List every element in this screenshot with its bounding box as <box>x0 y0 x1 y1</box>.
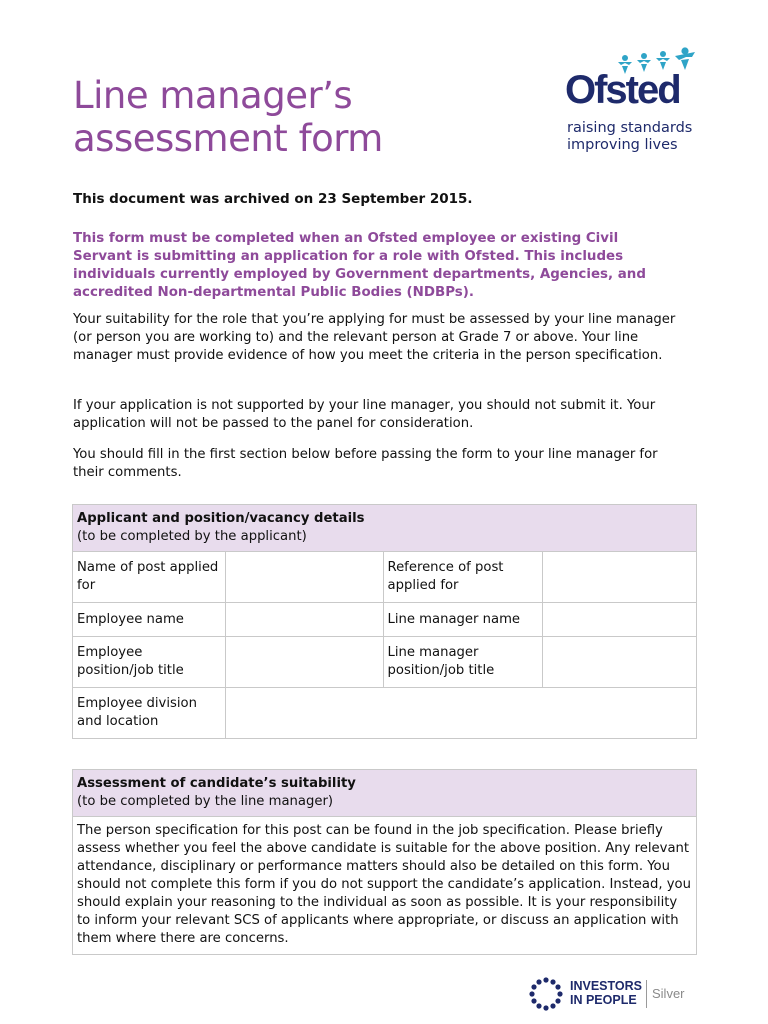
table-row <box>73 637 697 688</box>
logo-tagline-1: raising standards <box>567 120 693 136</box>
paragraph-fill-first: You should fill in the first section below before passing the form to your line manager for their comments. <box>73 447 658 480</box>
label-name-of-post: Name of post applied for <box>73 552 226 603</box>
field-employee-name[interactable] <box>225 603 383 637</box>
label-employee-division: Employee division and location <box>73 688 226 739</box>
title-line-1: Line manager’s <box>73 74 353 117</box>
investors-line-2: IN PEOPLE <box>570 993 637 1007</box>
paragraph-suitability: Your suitability for the role that you’re applying for must be assessed by your line manager (or person you are working to) and the relevant person at Grade 7 or above. Your line manager must provide evidence of how you meet the criteria in the person specification. <box>73 312 676 363</box>
applicant-details-table <box>72 504 697 739</box>
paragraph-not-supported: If your application is not supported by your line manager, you should not submit it. Your application will not be passed to the panel for consideration. <box>73 398 656 431</box>
intro-text: This form must be completed when an Ofsted employee or existing Civil Servant is submitting an application for a role with Ofsted. This includes individuals currently employed by Government departments, Agencies, and accredited Non-departmental Public Bodies (NDBPs). <box>73 231 646 300</box>
field-reference-of-post[interactable] <box>543 552 697 603</box>
label-line-manager-position: Line manager position/job title <box>383 637 543 688</box>
investors-wordmark <box>570 979 642 1007</box>
field-employee-position[interactable] <box>225 637 383 688</box>
section-header-row <box>73 770 697 817</box>
archived-notice: This document was archived on 23 September 2015. <box>73 191 473 207</box>
field-name-of-post[interactable] <box>225 552 383 603</box>
section-header-row <box>73 505 697 552</box>
laurel-wreath-icon <box>528 976 564 1012</box>
table-row <box>73 817 697 955</box>
label-reference-of-post: Reference of post applied for <box>383 552 543 603</box>
section1-subtitle: (to be completed by the applicant) <box>77 529 307 544</box>
logo-tagline-2: improving lives <box>567 137 678 153</box>
section1-title: Applicant and position/vacancy details <box>77 511 365 526</box>
section2-header <box>73 770 697 817</box>
label-employee-position: Employee position/job title <box>73 637 226 688</box>
investors-line-1: INVESTORS <box>570 979 643 993</box>
assessment-instructions: The person specification for this post can be found in the job specification. Please briefly assess whether you feel the above candidate is suitable for the above position. Any relevant attendance, disciplinary or performance matters should also be detailed on this form. You should not complete this form if you do not support the candidate’s application. Instead, you should explain your reasoning to the individual as soon as possible. It is your responsibility to inform your relevant SCS of applicants where appropriate, or discuss an application with them where there are concerns. <box>73 817 697 955</box>
section2-subtitle: (to be completed by the line manager) <box>77 794 334 809</box>
title-line-2: assessment form <box>73 117 383 160</box>
field-line-manager-position[interactable] <box>543 637 697 688</box>
field-line-manager-name[interactable] <box>543 603 697 637</box>
table-row <box>73 603 697 637</box>
logo-divider <box>646 980 647 1008</box>
accreditation-level: Silver <box>652 986 685 1001</box>
table-row <box>73 552 697 603</box>
label-line-manager-name: Line manager name <box>383 603 543 637</box>
table-row <box>73 688 697 739</box>
assessment-table <box>72 769 697 955</box>
label-employee-name: Employee name <box>73 603 226 637</box>
section2-title: Assessment of candidate’s suitability <box>77 776 356 791</box>
section1-header <box>73 505 697 552</box>
field-employee-division[interactable] <box>225 688 696 739</box>
logo-wordmark: Ofsted <box>565 68 680 112</box>
ofsted-logo <box>565 46 705 156</box>
investors-in-people-logo <box>528 976 698 1016</box>
page-title <box>73 74 383 160</box>
